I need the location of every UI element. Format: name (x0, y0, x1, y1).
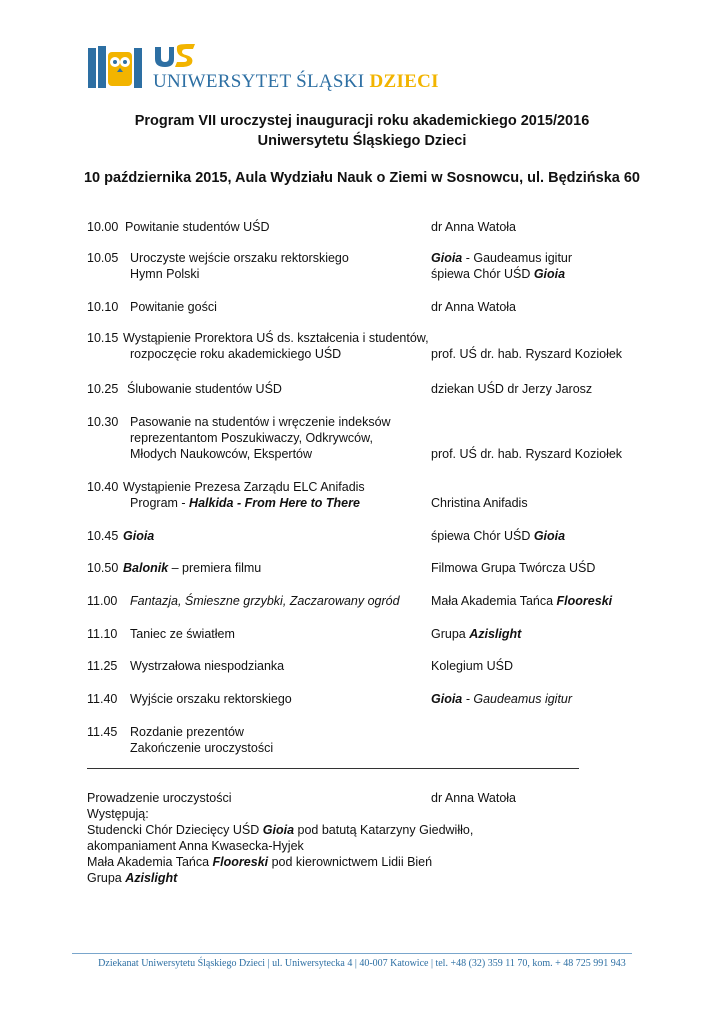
performer: Mała Akademia Tańca Flooreski (431, 594, 613, 608)
event: Taniec ze światłem (130, 627, 235, 641)
host-row (87, 790, 647, 806)
event: rozpoczęcie roku akademickiego UŚD (130, 347, 342, 361)
event: Wyjście orszaku rektorskiego (130, 692, 292, 706)
performer: Kolegium UŚD (431, 659, 513, 673)
divider (87, 768, 579, 769)
host-name: dr Anna Watoła (431, 791, 517, 805)
performer: śpiewa Chór UŚD Gioia (431, 529, 566, 543)
time: 10.30 (87, 415, 119, 429)
time: 11.10 (87, 627, 118, 641)
footer-contact: Dziekanat Uniwersytetu Śląskiego Dzieci | ul. Uniwersytecka 4 | 40-007 Katowice | tel. +48 (32) 359 11 70, kom. + 48 725 991 943 (98, 958, 626, 969)
event: Powitanie studentów UŚD (125, 220, 270, 234)
performer: śpiewa Chór UŚD Gioia (431, 267, 566, 281)
event: Rozdanie prezentów (130, 725, 244, 739)
performer: Grupa Azislight (431, 627, 522, 641)
owl-book-logo-icon (86, 42, 146, 92)
performer: prof. UŚ dr. hab. Ryszard Koziołek (431, 447, 623, 461)
event: Wystąpienie Prorektora UŚ ds. kształcenia i studentów, (123, 331, 429, 345)
event: Gioia (123, 529, 155, 543)
performer-line: Grupa Azislight (87, 871, 178, 885)
time: 10.10 (87, 300, 119, 314)
logo-text-university: UNIWERSYTET ŚLĄSKI (153, 71, 365, 92)
event-date-location: 10 października 2015, Aula Wydziału Nauk o Ziemi w Sosnowcu, ul. Będzińska 60 (83, 170, 640, 186)
performer: Gioia - Gaudeamus igitur (431, 251, 573, 265)
university-logo (86, 42, 439, 94)
time: 10.50 (87, 561, 119, 575)
performer-line: Mała Akademia Tańca Flooreski pod kierownictwem Lidii Bień (87, 855, 433, 869)
event: Wystąpienie Prezesa Zarządu ELC Anifadis (123, 480, 365, 494)
event: Program - Halkida - From Here to There (130, 496, 360, 510)
event: Młodych Naukowców, Ekspertów (130, 447, 313, 461)
time: 11.25 (87, 659, 118, 673)
performer-line: akompaniament Anna Kwasecka-Hyjek (87, 839, 304, 853)
time: 10.45 (87, 529, 119, 543)
program-subtitle: Uniwersytetu Śląskiego Dzieci (257, 133, 467, 149)
performers-label: Występują: (87, 807, 149, 821)
event: Wystrzałowa niespodzianka (130, 659, 285, 673)
performer: dr Anna Watoła (431, 300, 517, 314)
time: 10.05 (87, 251, 119, 265)
time: 11.40 (87, 692, 118, 706)
event: Balonik – premiera filmu (123, 561, 262, 575)
time: 10.40 (87, 480, 119, 494)
performer: Gioia - Gaudeamus igitur (431, 692, 573, 706)
event: Fantazja, Śmieszne grzybki, Zaczarowany ogród (130, 594, 400, 608)
performer: Christina Anifadis (431, 496, 528, 510)
event: Uroczyste wejście orszaku rektorskiego (130, 251, 349, 265)
footer-divider (72, 953, 632, 954)
logo-wordmark (153, 71, 439, 93)
performer: Filmowa Grupa Twórcza UŚD (431, 561, 596, 575)
time: 11.00 (87, 594, 118, 608)
event: Zakończenie uroczystości (130, 741, 274, 755)
time: 10.25 (87, 382, 119, 396)
event: Ślubowanie studentów UŚD (127, 382, 282, 396)
event: Pasowanie na studentów i wręczenie indeksów (130, 415, 391, 429)
performer: prof. UŚ dr. hab. Ryszard Koziołek (431, 347, 623, 361)
event: Hymn Polski (130, 267, 200, 281)
logo-text-children: DZIECI (369, 71, 439, 92)
program-title: Program VII uroczystej inauguracji roku akademickiego 2015/2016 (134, 113, 590, 129)
performer-line: Studencki Chór Dziecięcy UŚD Gioia pod batutą Katarzyny Giedwiłło, (87, 823, 474, 837)
time: 10.15 (87, 331, 119, 345)
time: 11.45 (87, 725, 118, 739)
host-label: Prowadzenie uroczystości (87, 791, 232, 805)
time: 10.00 (87, 220, 119, 234)
event: Powitanie gości (130, 300, 217, 314)
event: reprezentantom Poszukiwaczy, Odkrywców, (130, 431, 373, 445)
us-monogram-icon (153, 44, 197, 68)
performer: dr Anna Watoła (431, 220, 517, 234)
performer: dziekan UŚD dr Jerzy Jarosz (431, 382, 593, 396)
